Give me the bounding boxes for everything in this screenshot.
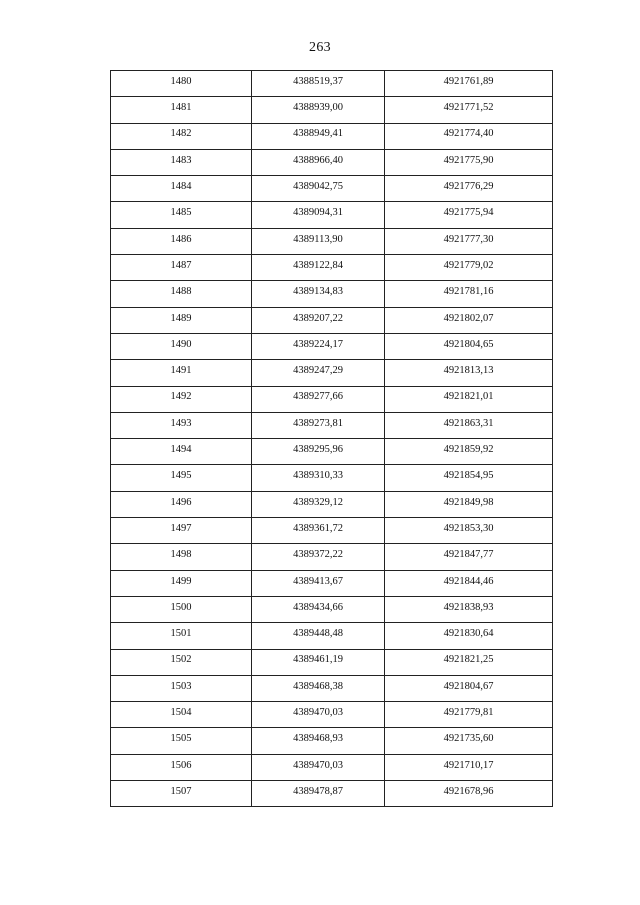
point-number-cell: 1496 (111, 491, 252, 517)
table-row (111, 149, 553, 175)
point-number-cell: 1499 (111, 570, 252, 596)
table-row (111, 465, 553, 491)
table-row (111, 202, 553, 228)
x-coordinate-cell: 4389224,17 (252, 333, 385, 359)
point-number-cell: 1494 (111, 439, 252, 465)
point-number-cell: 1504 (111, 702, 252, 728)
table-row (111, 623, 553, 649)
y-coordinate-cell: 4921804,67 (385, 675, 553, 701)
y-coordinate-cell: 4921830,64 (385, 623, 553, 649)
table-row (111, 97, 553, 123)
point-number-cell: 1497 (111, 518, 252, 544)
y-coordinate-cell: 4921821,25 (385, 649, 553, 675)
table-row (111, 596, 553, 622)
table-row (111, 228, 553, 254)
x-coordinate-cell: 4388939,00 (252, 97, 385, 123)
y-coordinate-cell: 4921779,02 (385, 255, 553, 281)
table-row (111, 71, 553, 97)
y-coordinate-cell: 4921774,40 (385, 123, 553, 149)
y-coordinate-cell: 4921853,30 (385, 518, 553, 544)
y-coordinate-cell: 4921771,52 (385, 97, 553, 123)
table-row (111, 360, 553, 386)
x-coordinate-cell: 4389448,48 (252, 623, 385, 649)
point-number-cell: 1489 (111, 307, 252, 333)
y-coordinate-cell: 4921710,17 (385, 754, 553, 780)
table-row (111, 518, 553, 544)
point-number-cell: 1485 (111, 202, 252, 228)
x-coordinate-cell: 4389207,22 (252, 307, 385, 333)
table-row (111, 675, 553, 701)
y-coordinate-cell: 4921863,31 (385, 412, 553, 438)
x-coordinate-cell: 4389329,12 (252, 491, 385, 517)
table-row (111, 570, 553, 596)
y-coordinate-cell: 4921849,98 (385, 491, 553, 517)
x-coordinate-cell: 4388519,37 (252, 71, 385, 97)
y-coordinate-cell: 4921847,77 (385, 544, 553, 570)
x-coordinate-cell: 4389277,66 (252, 386, 385, 412)
y-coordinate-cell: 4921761,89 (385, 71, 553, 97)
point-number-cell: 1503 (111, 675, 252, 701)
y-coordinate-cell: 4921775,90 (385, 149, 553, 175)
y-coordinate-cell: 4921813,13 (385, 360, 553, 386)
x-coordinate-cell: 4389478,87 (252, 781, 385, 807)
x-coordinate-cell: 4389468,38 (252, 675, 385, 701)
x-coordinate-cell: 4389470,03 (252, 702, 385, 728)
x-coordinate-cell: 4389273,81 (252, 412, 385, 438)
y-coordinate-cell: 4921802,07 (385, 307, 553, 333)
table-row (111, 439, 553, 465)
y-coordinate-cell: 4921821,01 (385, 386, 553, 412)
table-row (111, 754, 553, 780)
x-coordinate-cell: 4389372,22 (252, 544, 385, 570)
table-row (111, 491, 553, 517)
x-coordinate-cell: 4388966,40 (252, 149, 385, 175)
y-coordinate-cell: 4921678,96 (385, 781, 553, 807)
y-coordinate-cell: 4921781,16 (385, 281, 553, 307)
table-row (111, 281, 553, 307)
point-number-cell: 1483 (111, 149, 252, 175)
point-number-cell: 1507 (111, 781, 252, 807)
x-coordinate-cell: 4389295,96 (252, 439, 385, 465)
x-coordinate-cell: 4389361,72 (252, 518, 385, 544)
x-coordinate-cell: 4388949,41 (252, 123, 385, 149)
x-coordinate-cell: 4389468,93 (252, 728, 385, 754)
y-coordinate-cell: 4921844,46 (385, 570, 553, 596)
point-number-cell: 1480 (111, 71, 252, 97)
table-row (111, 176, 553, 202)
point-number-cell: 1492 (111, 386, 252, 412)
x-coordinate-cell: 4389247,29 (252, 360, 385, 386)
point-number-cell: 1486 (111, 228, 252, 254)
x-coordinate-cell: 4389413,67 (252, 570, 385, 596)
y-coordinate-cell: 4921777,30 (385, 228, 553, 254)
point-number-cell: 1500 (111, 596, 252, 622)
x-coordinate-cell: 4389470,03 (252, 754, 385, 780)
point-number-cell: 1501 (111, 623, 252, 649)
point-number-cell: 1506 (111, 754, 252, 780)
table-row (111, 307, 553, 333)
y-coordinate-cell: 4921854,95 (385, 465, 553, 491)
point-number-cell: 1482 (111, 123, 252, 149)
table-row (111, 255, 553, 281)
table-row (111, 386, 553, 412)
point-number-cell: 1488 (111, 281, 252, 307)
y-coordinate-cell: 4921804,65 (385, 333, 553, 359)
table-row (111, 781, 553, 807)
point-number-cell: 1502 (111, 649, 252, 675)
point-number-cell: 1495 (111, 465, 252, 491)
coordinates-table-body (111, 71, 553, 807)
x-coordinate-cell: 4389461,19 (252, 649, 385, 675)
x-coordinate-cell: 4389042,75 (252, 176, 385, 202)
x-coordinate-cell: 4389310,33 (252, 465, 385, 491)
table-row (111, 728, 553, 754)
table-row (111, 702, 553, 728)
y-coordinate-cell: 4921776,29 (385, 176, 553, 202)
y-coordinate-cell: 4921859,92 (385, 439, 553, 465)
y-coordinate-cell: 4921735,60 (385, 728, 553, 754)
x-coordinate-cell: 4389134,83 (252, 281, 385, 307)
table-row (111, 123, 553, 149)
y-coordinate-cell: 4921838,93 (385, 596, 553, 622)
point-number-cell: 1481 (111, 97, 252, 123)
point-number-cell: 1491 (111, 360, 252, 386)
y-coordinate-cell: 4921779,81 (385, 702, 553, 728)
point-number-cell: 1498 (111, 544, 252, 570)
table-row (111, 544, 553, 570)
page-number: 263 (309, 40, 331, 55)
x-coordinate-cell: 4389122,84 (252, 255, 385, 281)
y-coordinate-cell: 4921775,94 (385, 202, 553, 228)
x-coordinate-cell: 4389113,90 (252, 228, 385, 254)
point-number-cell: 1490 (111, 333, 252, 359)
point-number-cell: 1484 (111, 176, 252, 202)
x-coordinate-cell: 4389434,66 (252, 596, 385, 622)
table-row (111, 333, 553, 359)
point-number-cell: 1487 (111, 255, 252, 281)
point-number-cell: 1493 (111, 412, 252, 438)
coordinates-table (110, 70, 553, 807)
point-number-cell: 1505 (111, 728, 252, 754)
table-row (111, 649, 553, 675)
table-row (111, 412, 553, 438)
x-coordinate-cell: 4389094,31 (252, 202, 385, 228)
